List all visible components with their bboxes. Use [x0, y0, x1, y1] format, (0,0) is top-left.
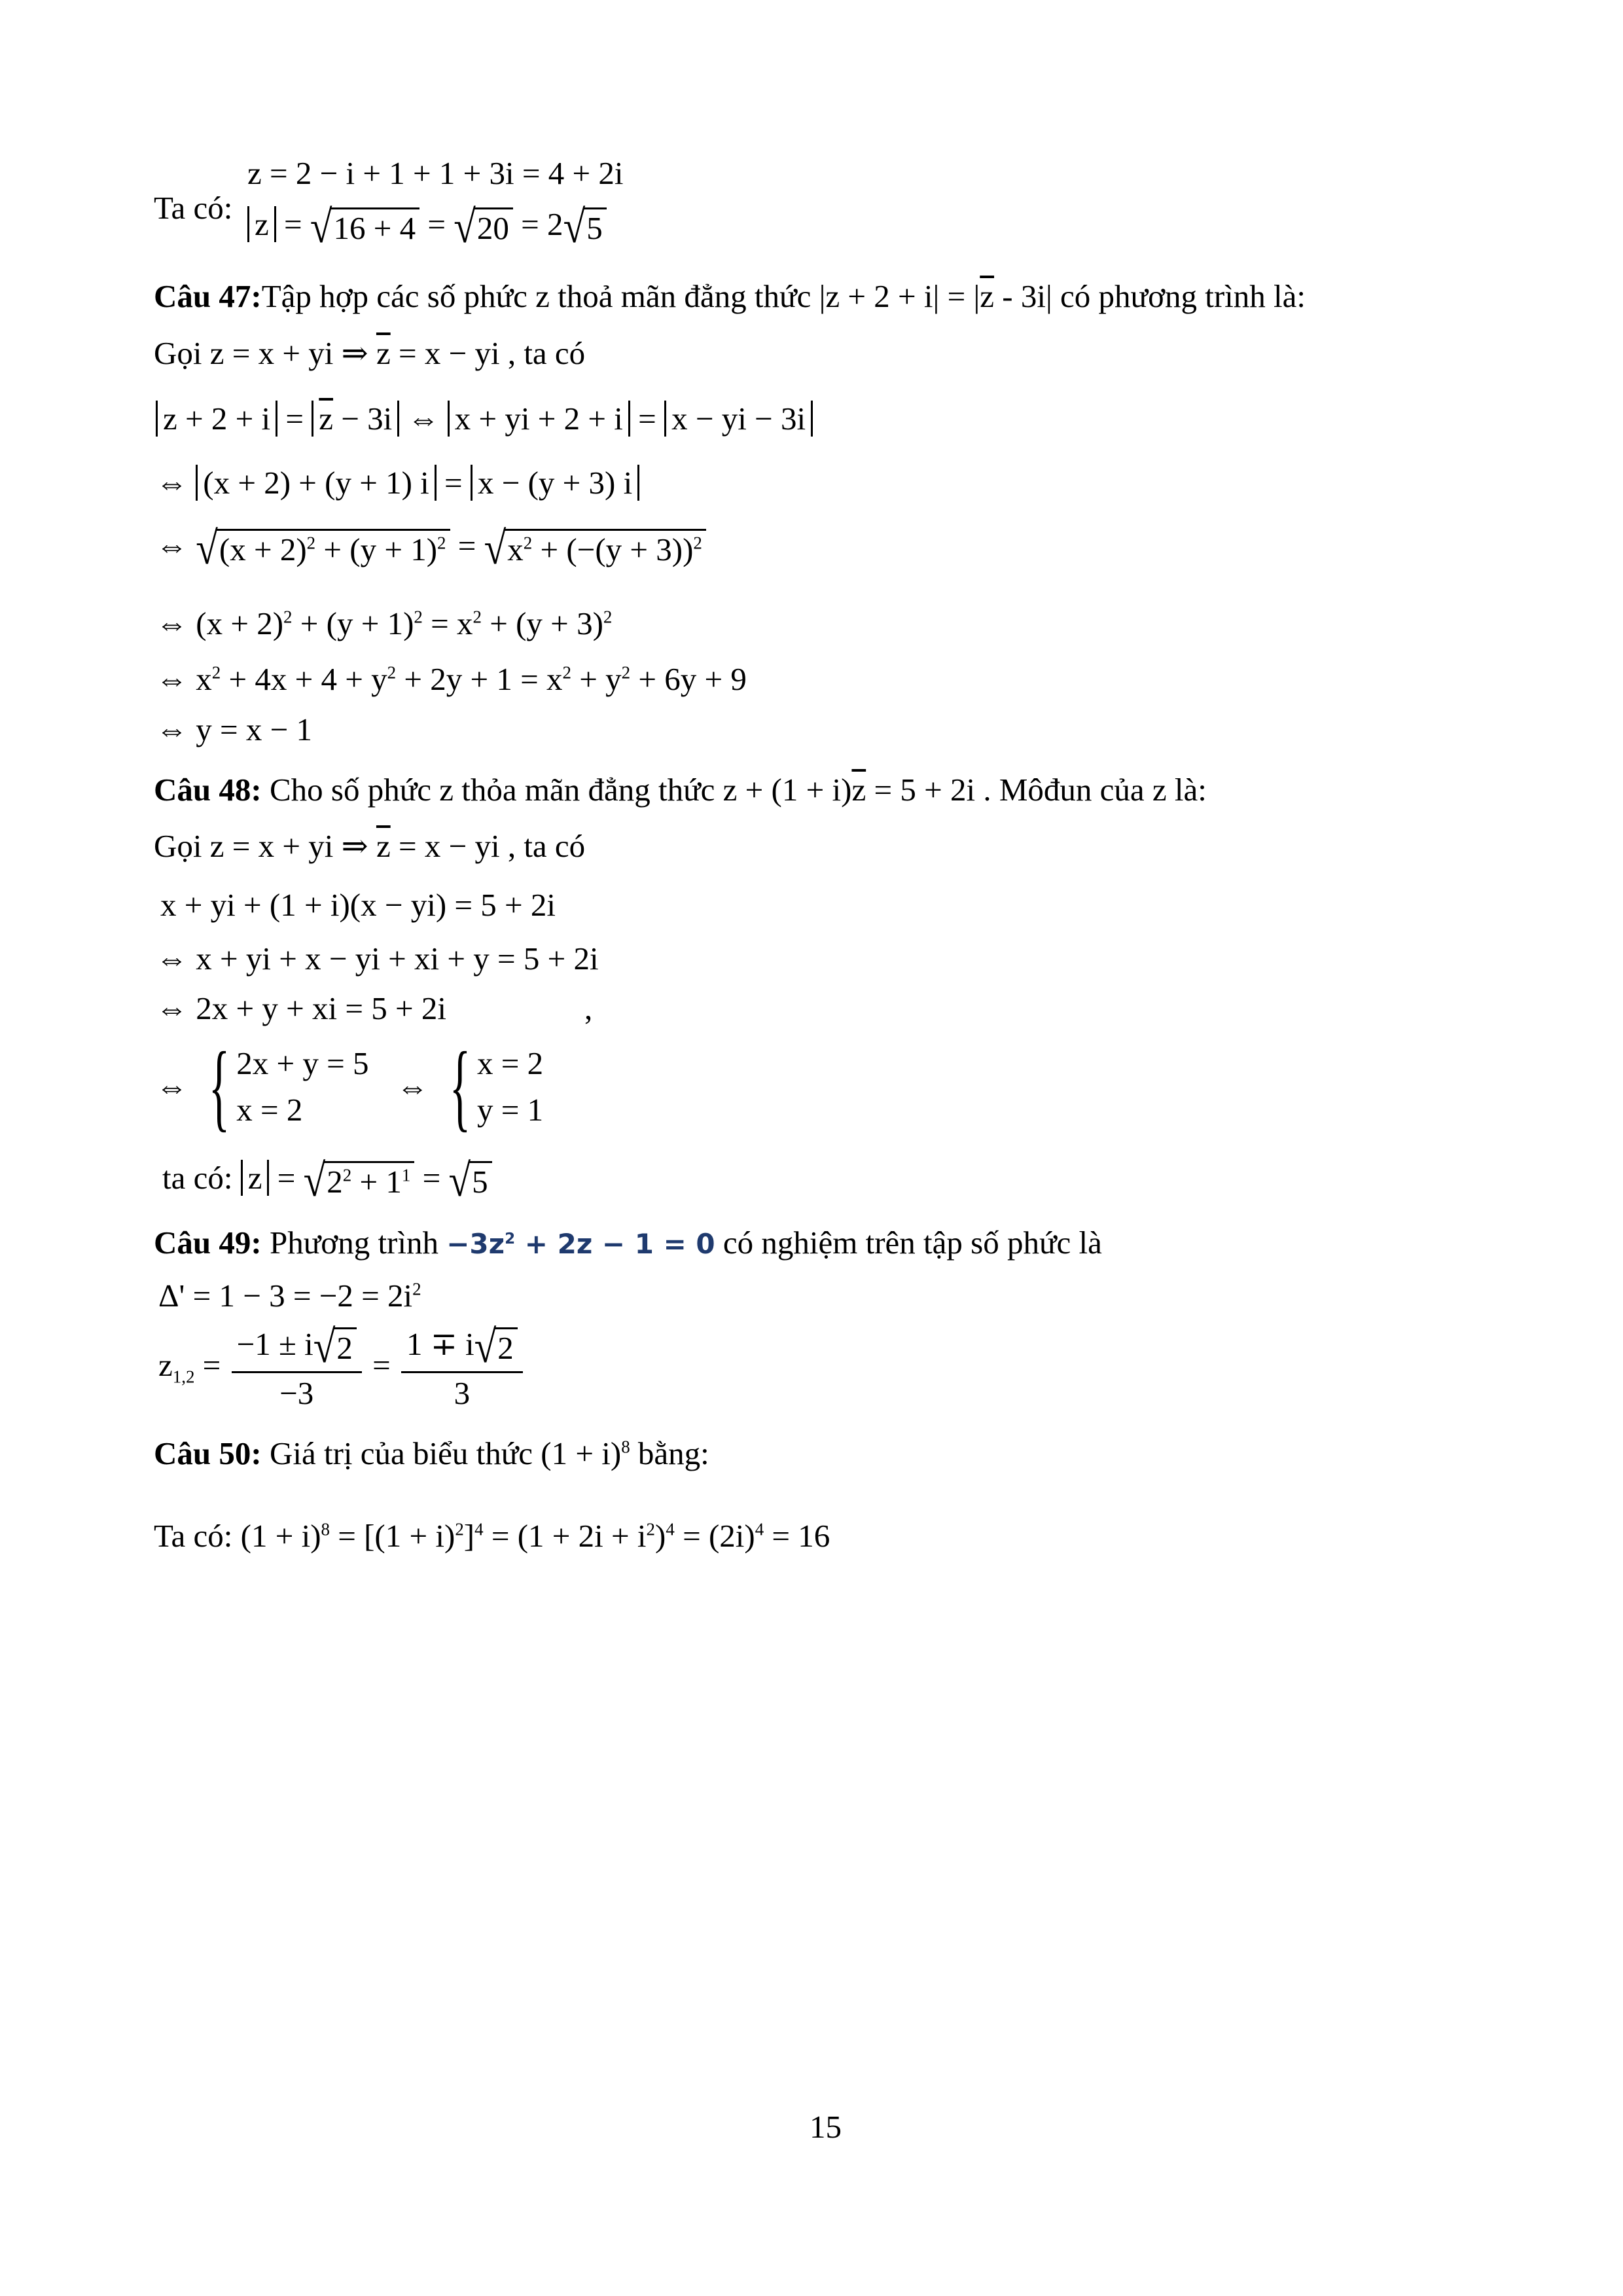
q46-abs-z: z: [247, 206, 276, 242]
page-number: 15: [810, 2109, 842, 2145]
sqrt: √ $(x + 2)^2 + (y + 1)^2$: [196, 529, 450, 569]
q47-step1: $z + 2 + i = \overline{z} - 3i$ ⇔ x + yi + 2 + i = x − yi − 3i: [156, 401, 813, 437]
q50-solution: Ta có: $(1 + i)^8 = [(1 + i)^2]^4 = (1 + 2i + i^2)^4 = (2i)^4 = 16$: [154, 1518, 830, 1554]
q46-intro: Ta có:: [154, 190, 233, 226]
q48-step1: x + yi + (1 + i)(x − yi) = 5 + 2i: [160, 887, 556, 923]
q47-step2: ⇔ (x + 2) + (y + 1) i = x − (y + 3) i: [156, 465, 639, 501]
q48-system: ⇔ { 2x + y = 5 x = 2 ⇔ { x = 2 y = 1: [156, 1032, 544, 1141]
q50-heading: Câu 50: Giá trị của biểu thức $(1 + i)^8$ bằng:: [154, 1435, 709, 1471]
q48-step2: ⇔ x + yi + x − yi + xi + y = 5 + 2i: [156, 941, 599, 977]
sqrt: √ $x^2 + (-(y + 3))^2$: [484, 529, 706, 569]
system-of-equations: { x = 2 y = 1: [449, 1032, 544, 1141]
q48-step3: ⇔ 2x + y + xi = 5 + 2i: [156, 990, 447, 1026]
q46-line2: z = √ 16 + 4 = √ 20 = 2 √ 5: [247, 206, 607, 247]
equation-image: $-3z^2 + 2z - 1 = 0$: [446, 1228, 715, 1260]
q49-roots: $z_{1,2}$ = −1 ± i √ 2 −3 = 1 ∓ i √ 2 3: [158, 1327, 526, 1409]
q47-step3: ⇔ √ $(x + 2)^2 + (y + 1)^2$ = √ $x^2 + (-(y + 3))^2$: [156, 529, 706, 569]
q47-step6: ⇔ y = x − 1: [156, 711, 313, 747]
sqrt: √ $2^2 + 1^1$: [304, 1161, 415, 1201]
q47-goi: Gọi z = x + yi ⇒ $\overline{z} = x$ − yi , ta có: [154, 335, 586, 371]
q47-step4: ⇔ $(x + 2)^2 + (y + 1)^2 = x^2 + (y + 3)^2$: [156, 605, 613, 641]
q48-heading: Câu 48: Cho số phức z thỏa mãn đẳng thức $z + (1 + i)\overline{z} = 5 + 2i$ . Môđun của z là:: [154, 772, 1207, 808]
system-of-equations: { 2x + y = 5 x = 2: [209, 1032, 369, 1141]
sqrt: √ 16 + 4: [310, 207, 419, 247]
q49-delta: $\Delta' = 1 - 3 = -2 = 2i^2$: [158, 1278, 421, 1314]
q48-modulus: ta có: z = √ $2^2 + 1^1$ = √ 5: [162, 1160, 492, 1201]
q48-goi: Gọi z = x + yi ⇒ $\overline{z} = x$ − yi , ta có: [154, 828, 586, 864]
sqrt: √ 5: [448, 1161, 491, 1201]
q46-line1: z = 2 − i + 1 + 1 + 3i = 4 + 2i: [247, 155, 624, 191]
fraction: −1 ± i √ 2 −3: [232, 1327, 362, 1409]
q47-step5: ⇔ $x^2 + 4x + 4 + y^2 + 2y + 1 = x^2 + y^2 + 6y + 9$: [156, 661, 747, 697]
fraction: 1 ∓ i √ 2 3: [401, 1327, 523, 1409]
q48-step3-comma: ,: [584, 990, 593, 1026]
sqrt: √ 20: [454, 207, 513, 247]
q49-heading: Câu 49: Phương trình $-3z^2 + 2z - 1 = 0$ có nghiệm trên tập số phức là: [154, 1225, 1102, 1261]
q47-heading: Câu 47:Tập hợp các số phức z thoả mãn đẳng thức $|z + 2 + i| = |\overline{z} - 3i|$ có phương trình là:: [154, 278, 1306, 314]
sqrt: √ 5: [563, 207, 607, 247]
